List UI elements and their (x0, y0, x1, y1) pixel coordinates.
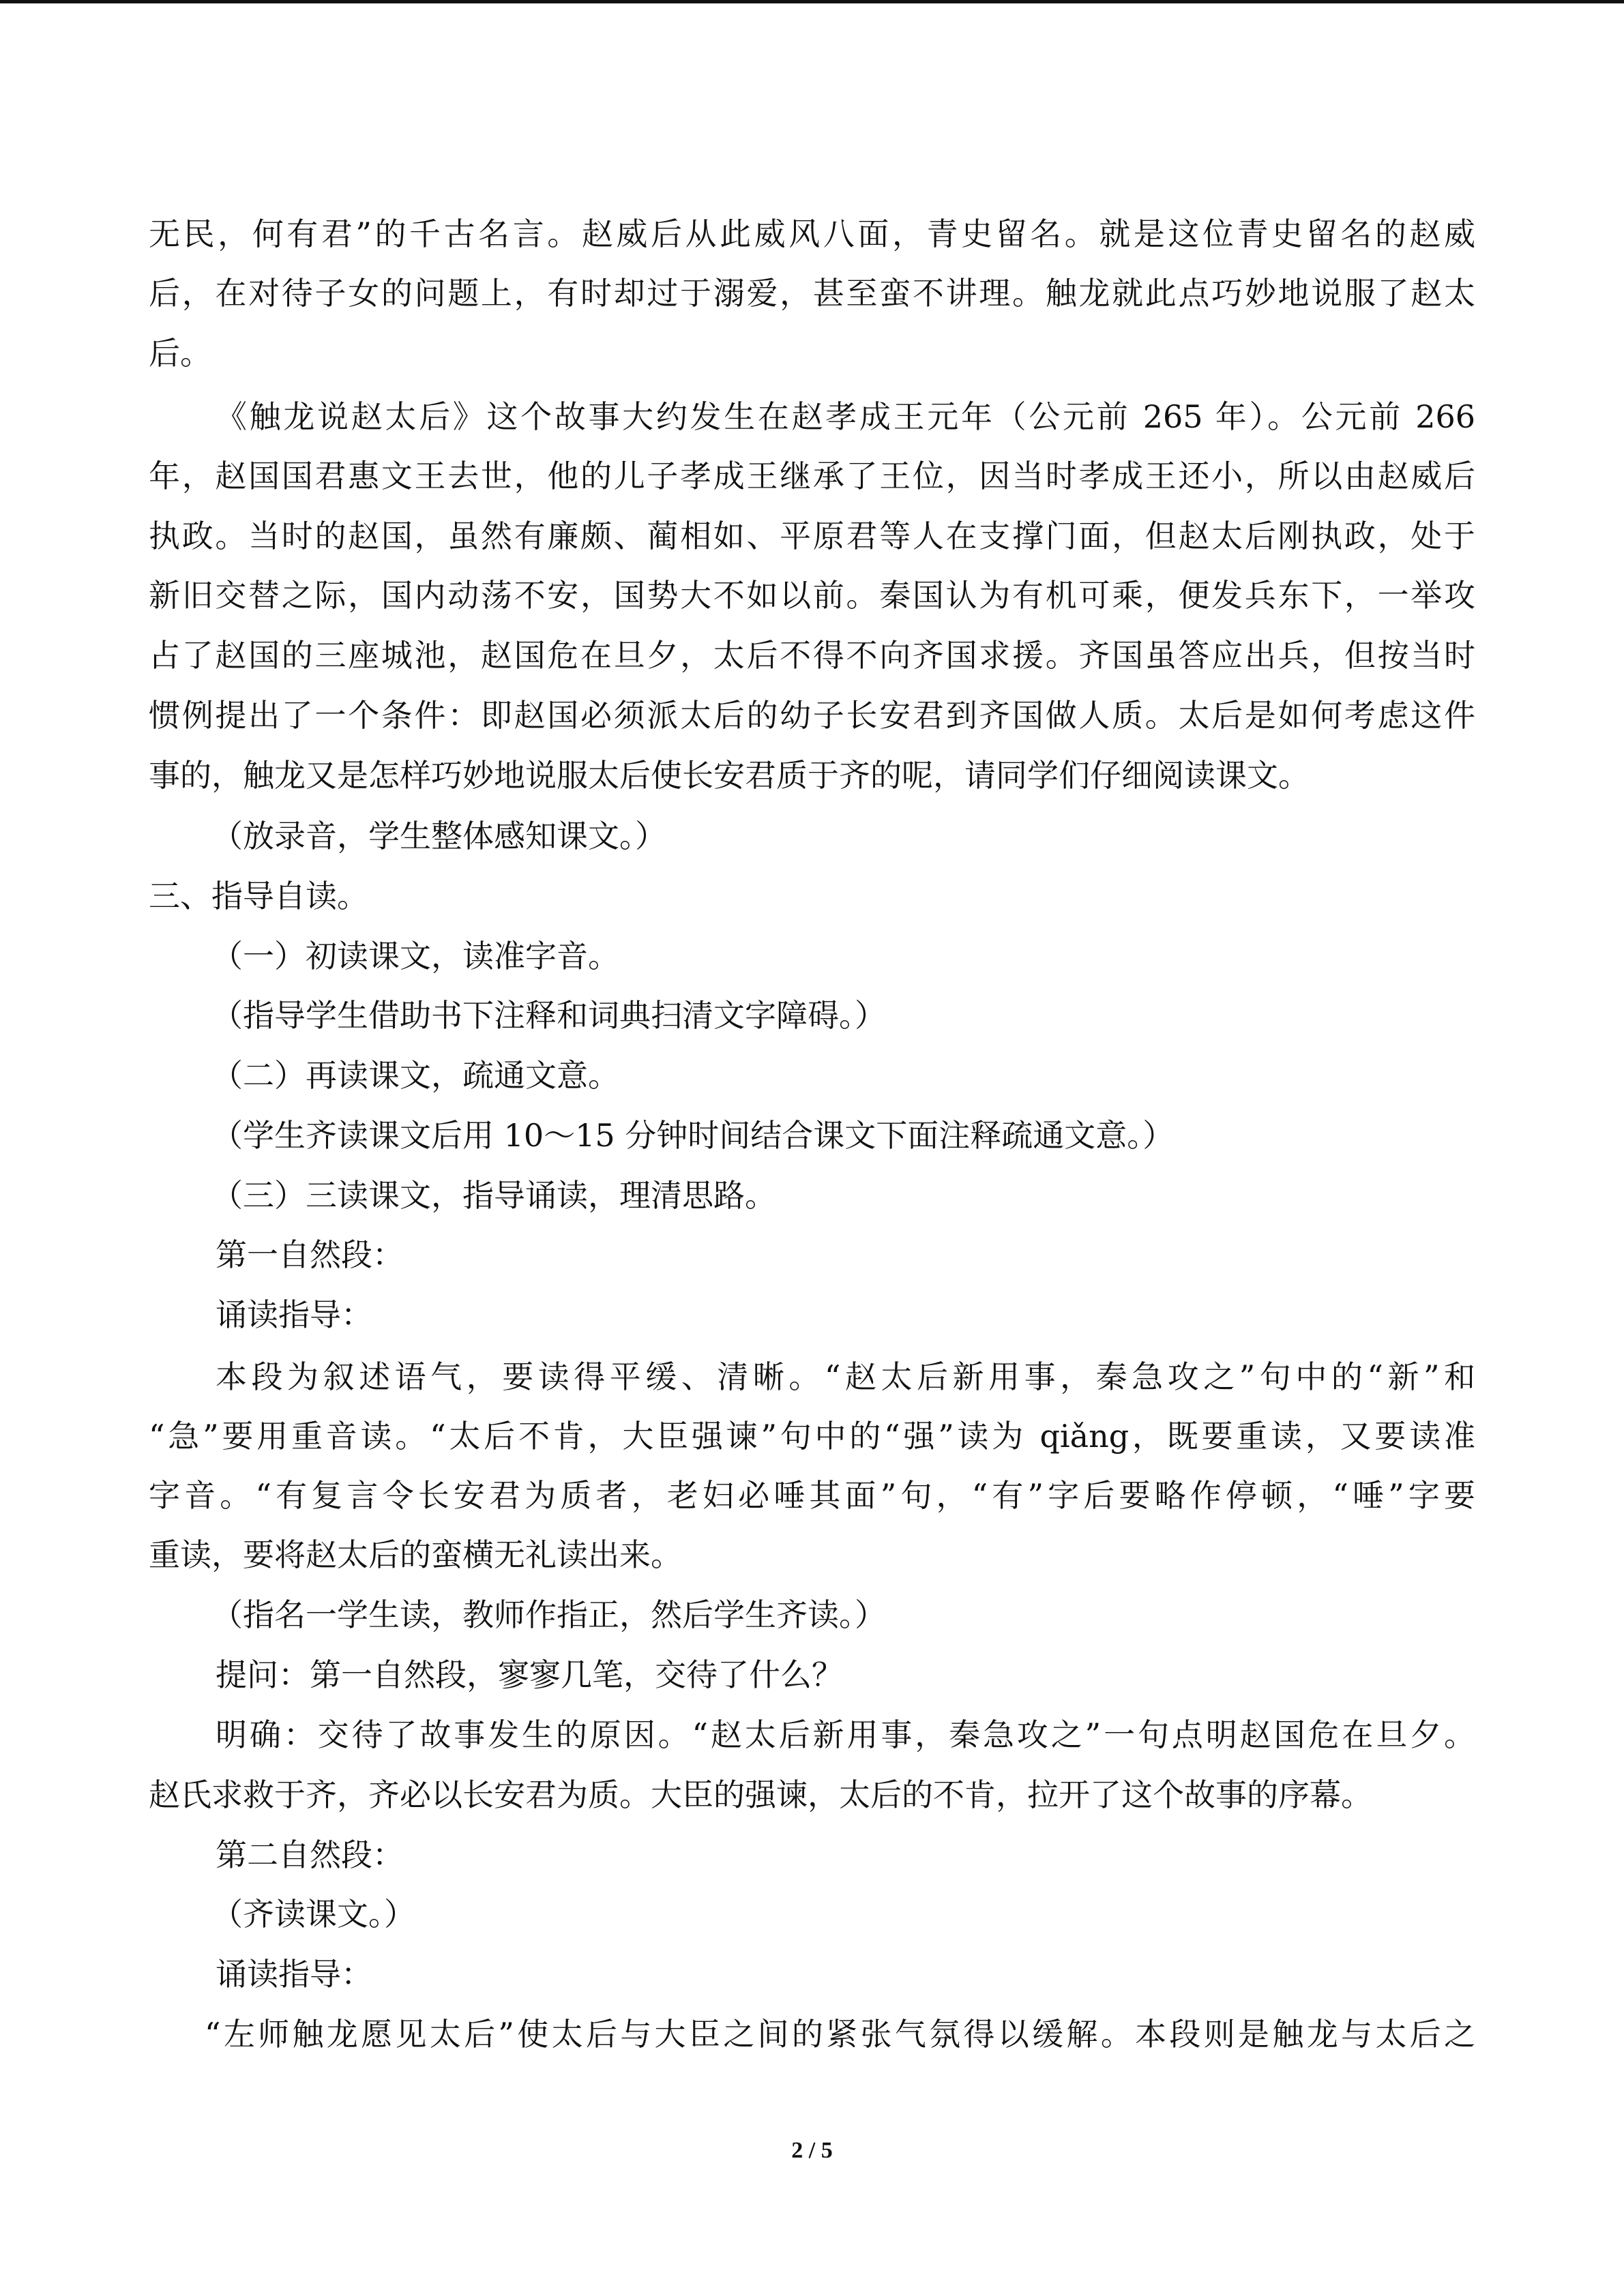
text-line: （放录音，学生整体感知课文。） (211, 818, 666, 854)
text-line: 执政。当时的赵国，虽然有廉颇、蔺相如、平原君等人在支撑门面，但赵太后刚执政，处于 (149, 518, 1475, 554)
section-heading: 三、指导自读。 (149, 878, 368, 914)
text-line: 第一自然段： (216, 1236, 404, 1273)
text-line: 后。 (149, 335, 211, 372)
page-number: 2 / 5 (791, 2138, 833, 2163)
text-line: 明确：交待了故事发生的原因。“赵太后新用事，秦急攻之”一句点明赵国危在旦夕。 (216, 1716, 1475, 1753)
text-line: 惯例提出了一个条件：即赵国必须派太后的幼子长安君到齐国做人质。太后是如何考虑这件 (149, 697, 1475, 734)
text-line: （指导学生借助书下注释和词典扫清文字障碍。） (211, 997, 886, 1034)
text-line: 本段为叙述语气，要读得平缓、清晰。“赵太后新用事，秦急攻之”句中的“新”和 (216, 1358, 1475, 1395)
text-line: 新旧交替之际，国内动荡不安，国势大不如以前。秦国认为有机可乘，便发兵东下，一举攻 (149, 577, 1475, 614)
text-line: （指名一学生读，教师作指正，然后学生齐读。） (211, 1596, 886, 1633)
text-line: 第二自然段： (216, 1836, 404, 1873)
text-line: “急”要用重音读。“太后不肯，大臣强谏”句中的“强”读为 qiǎng，既要重读，又要读准 (149, 1418, 1475, 1455)
text-line: 年，赵国国君惠文王去世，他的儿子孝成王继承了王位，因当时孝成王还小，所以由赵威后 (149, 458, 1475, 494)
text-line: 《触龙说赵太后》这个故事大约发生在赵孝成王元年（公元前 265 年）。公元前 266 (216, 398, 1475, 435)
text-line: （三）三读课文，指导诵读，理清思路。 (211, 1177, 776, 1214)
text-line: “左师触龙愿见太后”使太后与大臣之间的紧张气氛得以缓解。本段则是触龙与太后之 (205, 2016, 1475, 2053)
text-line: 后，在对待子女的问题上，有时却过于溺爱，甚至蛮不讲理。触龙就此点巧妙地说服了赵太 (149, 275, 1475, 312)
text-line: （齐读课文。） (211, 1896, 415, 1933)
text-line: 事的，触龙又是怎样巧妙地说服太后使长安君质于齐的呢，请同学们仔细阅读课文。 (149, 757, 1310, 794)
text-line: 诵读指导： (216, 1296, 372, 1333)
text-line: 重读，要将赵太后的蛮横无礼读出来。 (149, 1536, 682, 1573)
text-line: （学生齐读课文后用 10～15 分钟时间结合课文下面注释疏通文意。） (211, 1117, 1175, 1154)
text-line: （二）再读课文，疏通文意。 (211, 1057, 619, 1094)
text-line: 无民，何有君”的千古名言。赵威后从此威风八面，青史留名。就是这位青史留名的赵威 (149, 215, 1475, 252)
text-line: 诵读指导： (216, 1956, 372, 1993)
text-line: 提问：第一自然段，寥寥几笔，交待了什么？ (216, 1656, 843, 1693)
text-line: （一）初读课文，读准字音。 (211, 938, 619, 974)
top-border-line (0, 0, 1624, 3)
text-line: 字音。“有复言令长安君为质者，老妇必唾其面”句，“有”字后要略作停顿，“唾”字要 (149, 1477, 1475, 1514)
text-line: 占了赵国的三座城池，赵国危在旦夕，太后不得不向齐国求援。齐国虽答应出兵，但按当时 (149, 637, 1475, 674)
text-line: 赵氏求救于齐，齐必以长安君为质。大臣的强谏，太后的不肯，拉开了这个故事的序幕。 (149, 1776, 1372, 1813)
